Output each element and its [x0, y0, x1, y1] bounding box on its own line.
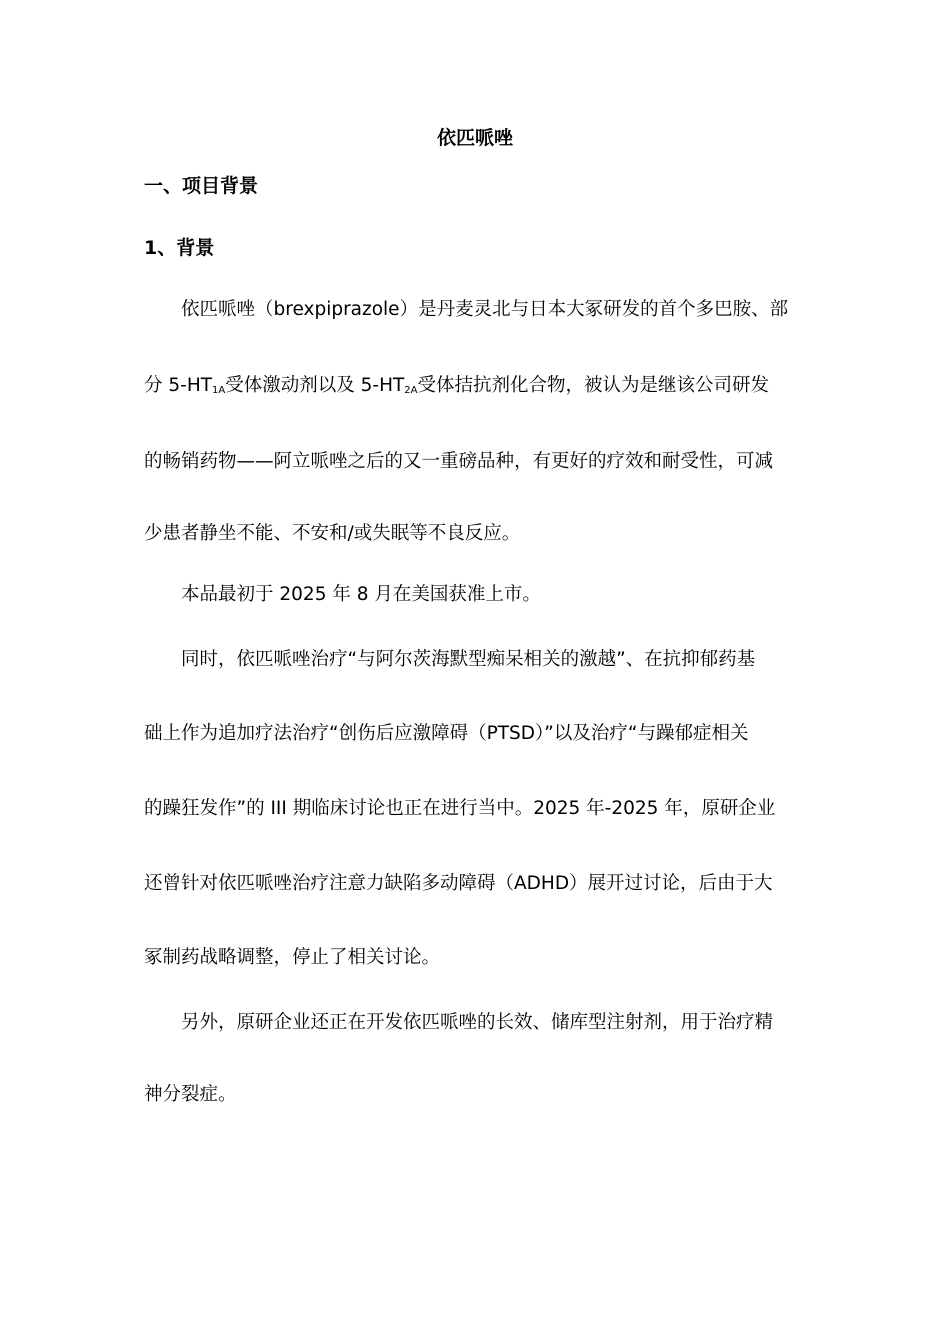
text-line: 本品最初于 2025 年 8 月在美国获准上市。: [181, 584, 541, 605]
text-line: 依匹哌唑（brexpiprazole）是丹麦灵北与日本大冢研发的首个多巴胺、部: [181, 299, 789, 320]
text-run: 受体激动剂以及 5-HT: [225, 375, 405, 396]
text-line: 神分裂症。: [144, 1084, 237, 1105]
text-line: 的畅销药物——阿立哌唑之后的又一重磅品种，有更好的疗效和耐受性，可减: [144, 451, 774, 472]
text-line: 少患者静坐不能、不安和/或失眠等不良反应。: [144, 523, 521, 544]
subscript: 2A: [404, 385, 418, 396]
text-line: 另外，原研企业还正在开发依匹哌唑的长效、储库型注射剂，用于治疗精: [181, 1012, 774, 1033]
text-line: 的躁狂发作”的 III 期临床讨论也正在进行当中。2025 年-2025 年，原研企业: [144, 798, 776, 819]
text-line: 同时，依匹哌唑治疗“与阿尔茨海默型痴呆相关的激越”、在抗抑郁药基: [181, 649, 756, 670]
text-line: [144, 372, 769, 400]
text-run: 受体拮抗剂化合物，被认为是继该公司研发: [417, 375, 770, 396]
section-heading: 一、项目背景: [144, 175, 259, 197]
text-line: 础上作为追加疗法治疗“创伤后应激障碍（PTSD）”以及治疗“与躁郁症相关: [144, 723, 749, 744]
subsection-heading: 1、背景: [144, 237, 215, 259]
text-run: 分 5-HT: [144, 375, 213, 396]
text-line: 冢制药战略调整，停止了相关讨论。: [144, 947, 441, 968]
subscript: 1A: [212, 385, 226, 396]
document-title: 依匹哌唑: [436, 127, 513, 149]
text-line: 还曾针对依匹哌唑治疗注意力缺陷多动障碍（ADHD）展开过讨论，后由于大: [144, 873, 773, 894]
